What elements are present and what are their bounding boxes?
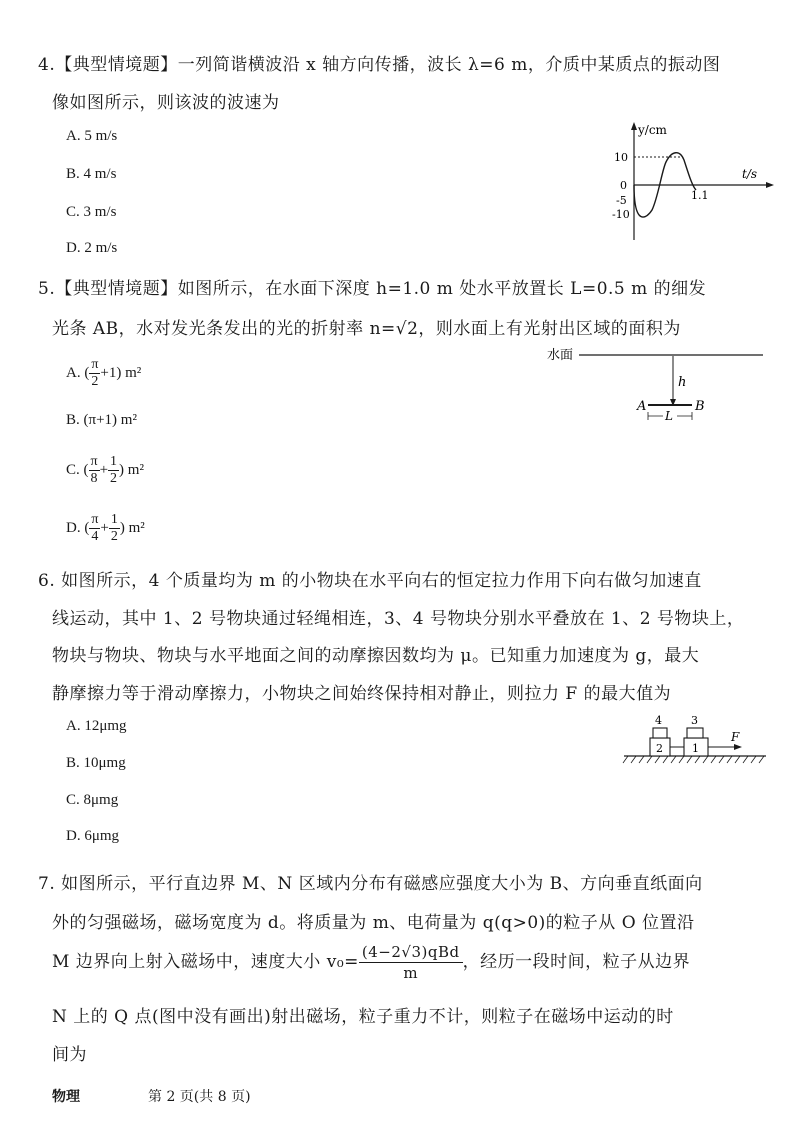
origin-label: 0 — [620, 179, 627, 192]
block-4 — [653, 728, 667, 738]
q5-a-fraction — [89, 357, 100, 390]
q5-d-den2: 2 — [110, 529, 118, 544]
water-figure — [545, 342, 770, 427]
block-3 — [687, 728, 703, 738]
footer-page-number: 第 2 页(共 8 页) — [148, 1089, 251, 1105]
x-axis-arrow — [766, 182, 774, 188]
ground-hatching — [623, 756, 764, 763]
q7-velocity-num: (4−2√3)qBd — [359, 942, 463, 963]
q4-option-c: C. 3 m/s — [66, 204, 117, 220]
q5-d-prefix: D. ( — [66, 519, 90, 536]
x-axis-label: t/s — [742, 167, 758, 181]
q5-d-suffix: ) m² — [119, 519, 145, 536]
block-1-label: 1 — [692, 742, 699, 755]
q5-d-num2: 1 — [110, 512, 118, 527]
force-f-label: F — [731, 730, 740, 744]
point-b-label: B — [695, 399, 705, 414]
q5-d-plus: + — [100, 519, 109, 536]
blocks-figure — [620, 710, 770, 770]
q4-option-b: B. 4 m/s — [66, 166, 117, 182]
y-tick-neg5: -5 — [616, 194, 627, 207]
q5-a-num: π — [91, 357, 99, 372]
q7-stem-line3 — [52, 942, 690, 983]
q4-stem-line2: 像如图所示，则该波的波速为 — [52, 93, 280, 113]
q4-option-d: D. 2 m/s — [66, 240, 118, 256]
q7-line3-prefix: M 边界向上射入磁场中，速度大小 v₀= — [52, 952, 359, 972]
q5-a-den: 2 — [91, 374, 99, 389]
q5-stem-line2: 光条 AB，水对发光条发出的光的折射率 n=√2，则水面上有光射出区域的面积为 — [52, 319, 681, 339]
q6-stem-line3: 物块与物块、物块与水平地面之间的动摩擦因数均为 μ。已知重力加速度为 g，最大 — [52, 646, 700, 666]
q6-option-c: C. 8μmg — [66, 792, 119, 808]
q5-d-num1: π — [91, 512, 99, 527]
q5-d-den1: 4 — [91, 529, 99, 544]
q6-option-a: A. 12μmg — [66, 718, 127, 734]
q6-option-b: B. 10μmg — [66, 755, 126, 771]
x-tick-1-1: 1.1 — [691, 189, 709, 202]
q7-stem-line4: N 上的 Q 点(图中没有画出)射出磁场，粒子重力不计，则粒子在磁场中运动的时 — [52, 1007, 674, 1027]
q4-stem-line1: 4.【典型情境题】一列简谐横波沿 x 轴方向传播，波长 λ=6 m，介质中某质点的振动图 — [38, 55, 721, 75]
q5-option-b: B. (π+1) m² — [66, 412, 137, 428]
q7-stem-line1: 7. 如图所示，平行直边界 M、N 区域内分布有磁感应强度大小为 B、方向垂直纸面向 — [38, 874, 703, 894]
y-tick-neg10: -10 — [612, 208, 630, 221]
q7-stem-line2: 外的匀强磁场，磁场宽度为 d。将质量为 m、电荷量为 q(q>0)的粒子从 O 位置沿 — [52, 913, 695, 933]
q5-stem-line1: 5.【典型情境题】如图所示，在水面下深度 h=1.0 m 处水平放置长 L=0.5 m 的细发 — [38, 279, 707, 299]
q5-c-suffix: ) m² — [119, 461, 144, 478]
point-a-label: A — [637, 399, 647, 414]
block-3-label: 3 — [691, 714, 698, 727]
length-l-label: L — [665, 409, 673, 423]
q6-stem-line4: 静摩擦力等于滑动摩擦力，小物块之间始终保持相对静止，则拉力 F 的最大值为 — [52, 684, 672, 704]
q5-option-c — [66, 454, 144, 487]
q5-c-plus: + — [99, 461, 109, 478]
q5-c-den2: 2 — [110, 471, 118, 486]
q6-option-d: D. 6μmg — [66, 828, 120, 844]
q5-option-d — [66, 512, 145, 545]
q5-c-num1: π — [90, 454, 98, 469]
q5-a-suffix: +1) m² — [100, 364, 142, 381]
footer-subject: 物理 — [52, 1089, 80, 1105]
q5-d-fraction1 — [89, 512, 100, 545]
q7-velocity-den: m — [403, 964, 419, 982]
q7-stem-line5: 间为 — [52, 1045, 87, 1065]
water-surface-label: 水面 — [547, 348, 574, 363]
q5-c-num2: 1 — [110, 454, 118, 469]
q7-velocity-fraction — [359, 942, 463, 983]
q7-line3-suffix: ，经历一段时间，粒子从边界 — [462, 952, 691, 972]
q6-stem-line2: 线运动，其中 1、2 号物块通过轻绳相连，3、4 号物块分别水平叠放在 1、2 号物块上， — [52, 609, 745, 629]
q5-option-a — [66, 357, 141, 390]
y-axis-arrow — [631, 122, 637, 130]
q5-a-prefix: A. ( — [66, 364, 90, 381]
q6-stem-line1: 6. 如图所示，4 个质量均为 m 的小物块在水平向右的恒定拉力作用下向右做匀加速直 — [38, 571, 702, 591]
q5-c-fraction2 — [108, 454, 119, 487]
q5-c-prefix: C. ( — [66, 461, 89, 478]
force-arrow — [734, 744, 742, 750]
y-axis-label: y/cm — [638, 123, 667, 137]
y-tick-10: 10 — [614, 151, 628, 164]
vibration-graph — [600, 120, 780, 245]
block-2-label: 2 — [656, 742, 663, 755]
q5-d-fraction2 — [109, 512, 120, 545]
block-4-label: 4 — [655, 714, 662, 727]
q4-option-a: A. 5 m/s — [66, 128, 118, 144]
q5-c-fraction1 — [89, 454, 100, 487]
q5-c-den1: 8 — [90, 471, 98, 486]
depth-h-label: h — [678, 375, 687, 390]
